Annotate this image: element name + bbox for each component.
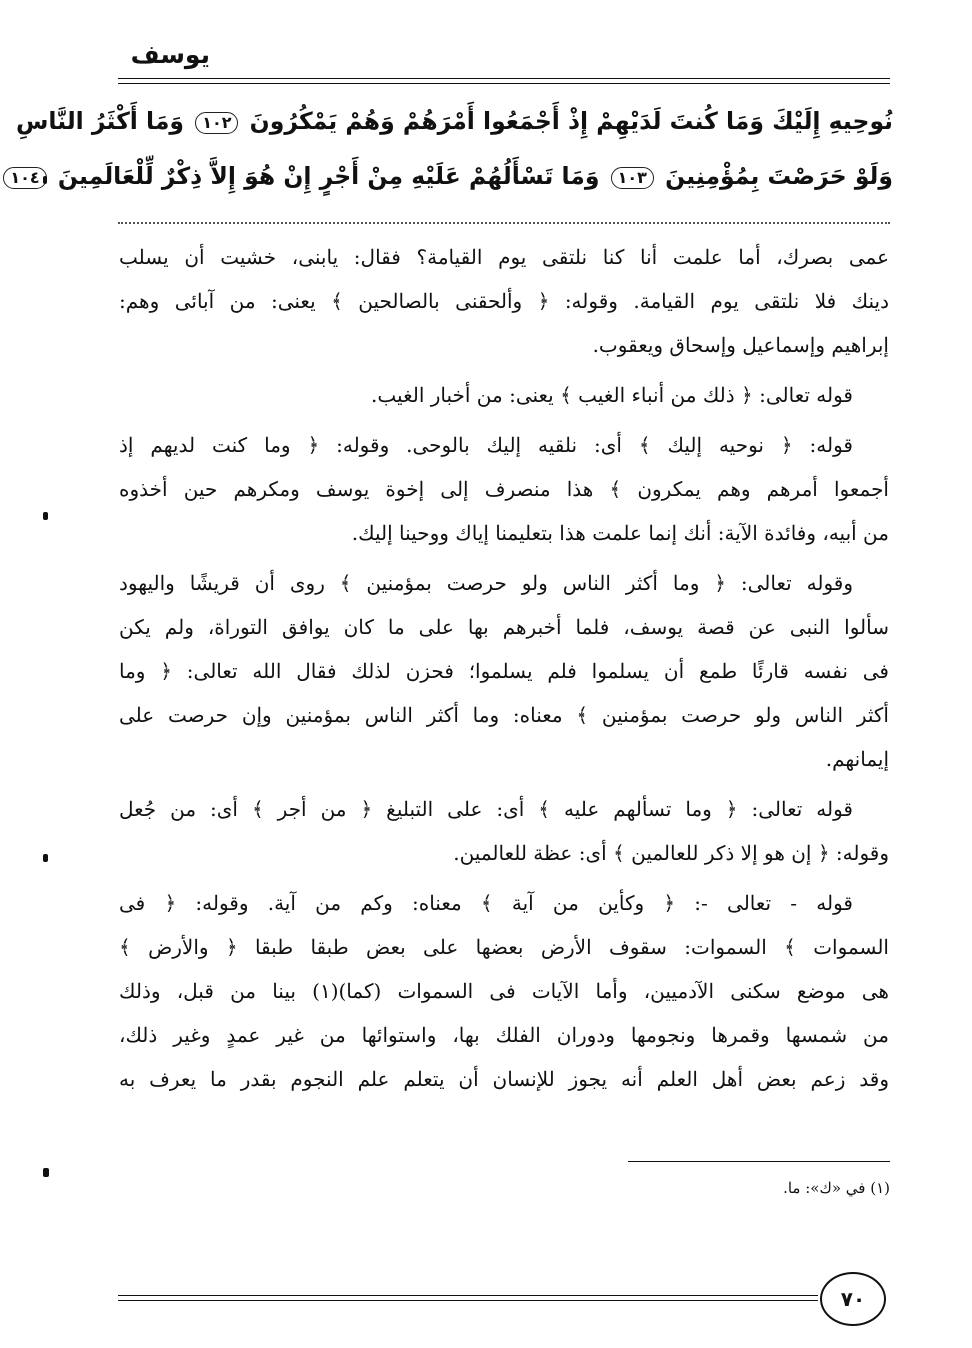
paragraph (119, 561, 889, 781)
scan-artifact (43, 176, 47, 184)
paragraph (119, 881, 889, 1101)
page-number: ٧٠ (820, 1272, 886, 1326)
ayah-number-marker: ١٠٢ (195, 112, 238, 134)
text-line: وقوله: ﴿ إن هو إلا ذكر للعالمين ﴾ أى: عظة للعالمين. (453, 841, 889, 865)
header-rule-thin (118, 83, 890, 84)
verse-text: نُوحِيهِ إِلَيْكَ وَمَا كُنتَ لَدَيْهِمْ إِذْ أَجْمَعُوا أَمْرَهُمْ وَهُمْ يَمْكُرُونَ (249, 107, 893, 135)
footer-rule (118, 1295, 818, 1296)
text-line: وقد زعم بعض أهل العلم أنه يجوز للإنسان أن يتعلم علم النجوم بقدر ما يعرف به (119, 1067, 889, 1091)
verse-text: وَمَا أَكْثَرُ النَّاسِ (16, 107, 184, 135)
verse-text: وَمَا تَسْأَلُهُمْ عَلَيْهِ مِنْ أَجْرٍ إِنْ هُوَ إِلاَّ ذِكْرٌ لِّلْعَالَمِينَ (57, 162, 600, 190)
running-header-title: يوسف (130, 40, 210, 69)
text-line: أجمعوا أمرهم وهم يمكرون ﴾ هذا منصرف إلى إخوة يوسف ومكرهم حين أخذوه (119, 477, 889, 501)
text-line: إيمانهم. (825, 747, 889, 771)
text-line: قوله - تعالى -: ﴿ وكأين من آية ﴾ معناه: وكم من آية. وقوله: ﴿ فى (119, 891, 853, 915)
text-line: وقوله تعالى: ﴿ وما أكثر الناس ولو حرصت بمؤمنين ﴾ روى أن قريشًا واليهود (119, 571, 853, 595)
commentary-body (119, 235, 889, 1107)
paragraph (119, 235, 889, 367)
text-line: أكثر الناس ولو حرصت بمؤمنين ﴾ معناه: وما أكثر الناس بمؤمنين وإن حرصت على (119, 703, 889, 727)
scan-artifact (43, 1168, 49, 1177)
footer-rule-thin (118, 1300, 818, 1301)
scan-artifact (43, 854, 48, 862)
verse-text: وَلَوْ حَرَصْتَ بِمُؤْمِنِينَ (665, 162, 893, 190)
text-line: إبراهيم وإسماعيل وإسحاق ويعقوب. (592, 333, 889, 357)
verse-line (16, 94, 893, 149)
footnote: (١) في «ك»: ما. (783, 1179, 890, 1197)
scan-artifact (43, 512, 48, 520)
text-line: عمى بصرك، أما علمت أنا كنا نلتقى يوم القيامة؟ فقال: يابنى، خشيت أن يسلب (119, 245, 889, 269)
verses-separator (118, 222, 890, 224)
ayah-number-marker: ١٠٤ (3, 167, 46, 189)
text-line: قوله تعالى: ﴿ وما تسألهم عليه ﴾ أى: على التبليغ ﴿ من أجر ﴾ أى: من جُعل (119, 797, 853, 821)
paragraph (119, 787, 889, 875)
verse-line (10, 149, 893, 204)
text-line: قوله تعالى: ﴿ ذلك من أنباء الغيب ﴾ يعنى: من أخبار الغيب. (371, 383, 853, 407)
ayah-number-marker: ١٠٣ (611, 167, 654, 189)
quran-verses-block (10, 94, 893, 204)
paragraph (119, 373, 889, 417)
footnote-rule (628, 1161, 890, 1162)
text-line: من أبيه، وفائدة الآية: أنك إنما علمت هذا بتعليمنا إياك ووحينا إليك. (351, 521, 889, 545)
text-line: من شمسها وقمرها ونجومها ودوران الفلك بها، واستوائها من غير عمدٍ وغير ذلك، (119, 1023, 889, 1047)
text-line: سألوا النبى عن قصة يوسف، فلما أخبرهم بها على ما كان يوافق التوراة، ولم يكن (119, 615, 889, 639)
text-line: فى نفسه قارئًا طمع أن يسلموا فلم يسلموا؛ فحزن لذلك فقال الله تعالى: ﴿ وما (119, 659, 889, 683)
text-line: قوله: ﴿ نوحيه إليك ﴾ أى: نلقيه إليك بالوحى. وقوله: ﴿ وما كنت لديهم إذ (119, 433, 853, 457)
text-line: دينك فلا نلتقى يوم القيامة. وقوله: ﴿ وألحقنى بالصالحين ﴾ يعنى: من آبائى وهم: (119, 289, 889, 313)
text-line: السموات ﴾ السموات: سقوف الأرض بعضها على بعض طبقا طبقا ﴿ والأرض ﴾ (119, 935, 889, 959)
text-line: هى موضع سكنى الآدميين، وأما الآيات فى السموات (كما)(١) بينا من قبل، وذلك (119, 979, 889, 1003)
header-rule (118, 78, 890, 79)
book-page (10, 0, 972, 1348)
paragraph (119, 423, 889, 555)
